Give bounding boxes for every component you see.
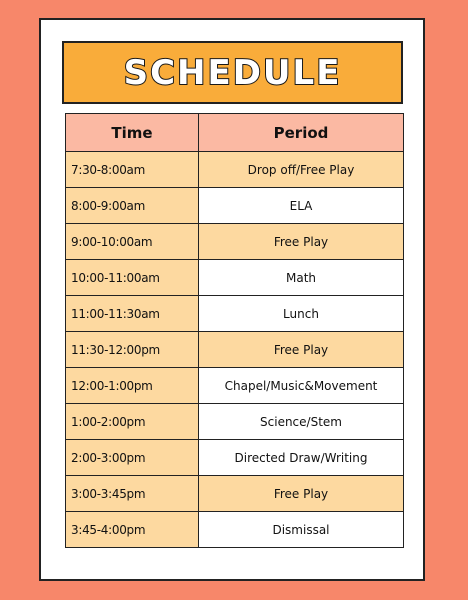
time-cell: 11:30-12:00pm — [66, 332, 199, 368]
time-cell: 3:00-3:45pm — [66, 476, 199, 512]
title-banner — [62, 41, 403, 104]
period-cell: Directed Draw/Writing — [199, 440, 404, 476]
period-cell: Science/Stem — [199, 404, 404, 440]
schedule-body — [66, 152, 404, 548]
table-row — [66, 332, 404, 368]
table-header-row — [66, 114, 404, 152]
table-row — [66, 260, 404, 296]
period-cell: Dismissal — [199, 512, 404, 548]
time-cell: 3:45-4:00pm — [66, 512, 199, 548]
time-cell: 9:00-10:00am — [66, 224, 199, 260]
table-row — [66, 296, 404, 332]
period-cell: Math — [199, 260, 404, 296]
page-title: SCHEDULE — [123, 52, 342, 93]
table-row — [66, 476, 404, 512]
period-cell: Drop off/Free Play — [199, 152, 404, 188]
table-row — [66, 152, 404, 188]
time-cell: 2:00-3:00pm — [66, 440, 199, 476]
table-row — [66, 188, 404, 224]
period-cell: ELA — [199, 188, 404, 224]
period-cell: Free Play — [199, 224, 404, 260]
table-row — [66, 512, 404, 548]
period-cell: Free Play — [199, 332, 404, 368]
time-cell: 8:00-9:00am — [66, 188, 199, 224]
table-row — [66, 224, 404, 260]
period-cell: Chapel/Music&Movement — [199, 368, 404, 404]
time-cell: 7:30-8:00am — [66, 152, 199, 188]
period-cell: Lunch — [199, 296, 404, 332]
column-header-time: Time — [66, 114, 199, 152]
table-row — [66, 440, 404, 476]
table-row — [66, 368, 404, 404]
time-cell: 1:00-2:00pm — [66, 404, 199, 440]
time-cell: 10:00-11:00am — [66, 260, 199, 296]
table-row — [66, 404, 404, 440]
time-cell: 12:00-1:00pm — [66, 368, 199, 404]
column-header-period: Period — [199, 114, 404, 152]
schedule-table — [65, 113, 404, 548]
period-cell: Free Play — [199, 476, 404, 512]
time-cell: 11:00-11:30am — [66, 296, 199, 332]
